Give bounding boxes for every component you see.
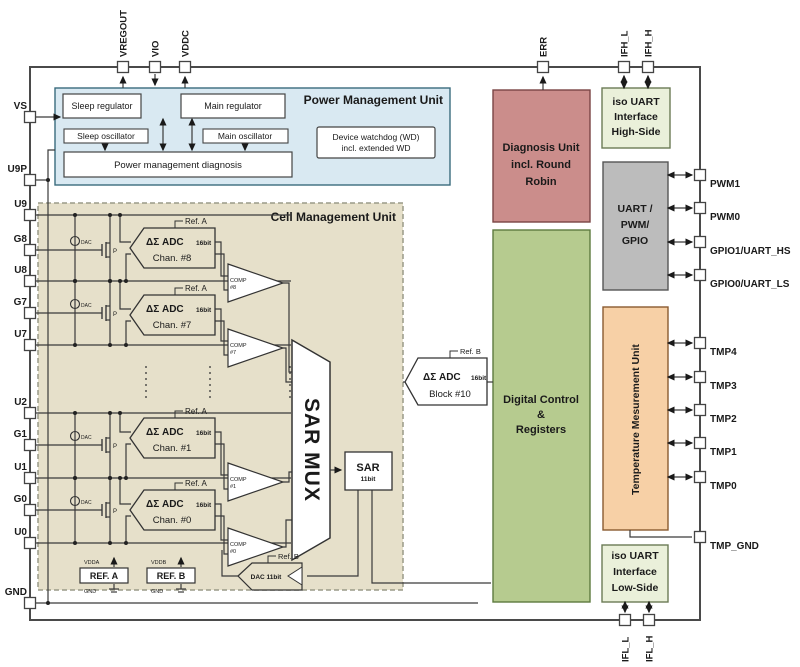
pin-pad [25, 473, 36, 484]
pin-pad [695, 338, 706, 349]
pin-ifh-l [619, 30, 631, 72]
pin-label: TMP1 [710, 447, 737, 458]
uart-line3: GPIO [621, 235, 649, 247]
iso-ls-line1: iso UART [611, 550, 659, 562]
pin-label: U1 [14, 462, 27, 473]
diagnosis-line1: Diagnosis Unit [502, 142, 580, 154]
pin-vddc [180, 30, 192, 73]
temperature-title: Temperature Mesurement Unit [630, 344, 642, 495]
adc-prefix: ΔΣ ADC [146, 237, 184, 248]
pin-label: VIO [150, 40, 162, 57]
pin-label: G0 [13, 494, 27, 505]
comp-label: COMP [230, 343, 247, 349]
pin-label: U0 [14, 527, 27, 538]
adc-block10-label: Block #10 [429, 389, 471, 400]
comp-label: COMP [230, 542, 247, 548]
cmu-title: Cell Management Unit [270, 210, 396, 224]
pin-ifh-h [643, 29, 655, 72]
pin-label: TMP0 [710, 481, 737, 492]
sar-mux [292, 340, 330, 560]
adc-chan-label: Chan. #0 [152, 515, 192, 526]
pin-u9 [14, 199, 35, 221]
junction-dot [108, 279, 112, 283]
pin-label: U9 [14, 199, 27, 210]
junction-dot [124, 279, 128, 283]
watchdog-line1: Device watchdog (WD) [332, 132, 420, 142]
pin-pad [25, 175, 36, 186]
sleep-regulator-label: Sleep regulator [71, 101, 133, 111]
uart-line1: UART / [617, 203, 653, 215]
gnd-label: GND [84, 589, 97, 595]
pin-pad [695, 203, 706, 214]
adc-prefix: ΔΣ ADC [423, 372, 461, 383]
digital-line1: Digital Control [503, 394, 579, 406]
adc-prefix: ΔΣ ADC [146, 427, 184, 438]
junction-dot [118, 213, 122, 217]
main-oscillator-label: Main oscillator [217, 131, 273, 141]
junction-dot [118, 279, 122, 283]
digital-line3: Registers [515, 424, 567, 436]
adc-prefix: ΔΣ ADC [146, 304, 184, 315]
junction-dot [118, 476, 122, 480]
pin-label: VREGOUT [118, 10, 130, 57]
comp-id: #0 [230, 549, 237, 555]
pin-label: U2 [14, 397, 27, 408]
pin-label: ERR [538, 36, 550, 57]
comp-id: #7 [230, 350, 237, 356]
pin-g1 [14, 429, 36, 451]
ref-b-flag [450, 351, 458, 358]
balancing-dac-label: DAC [81, 435, 92, 441]
pin-label: IFH_L [619, 30, 631, 57]
pin-vs [14, 101, 36, 123]
pin-pad [25, 598, 36, 609]
junction-dot [73, 541, 77, 545]
mosfet-p-label: P [113, 509, 118, 515]
ref-a-label: Ref. A [185, 479, 207, 488]
gnd-label: GND [151, 589, 164, 595]
junction-dot [108, 411, 112, 415]
pin-pad [695, 170, 706, 181]
pin-label: G8 [13, 234, 27, 245]
mosfet-p-label: P [113, 312, 118, 318]
pin-label: PWM0 [710, 212, 740, 223]
pin-label: TMP_GND [710, 541, 759, 552]
pin-label: G7 [13, 297, 27, 308]
mosfet-p-label: P [113, 249, 118, 255]
pmu-title: Power Management Unit [303, 93, 443, 107]
pin-label: TMP3 [710, 381, 737, 392]
adc-prefix: ΔΣ ADC [146, 499, 184, 510]
ref-b-label: Ref. B [460, 347, 481, 356]
pin-g0 [14, 494, 36, 516]
pin-vregout [118, 10, 130, 73]
sar-bits-label: 11bit [360, 476, 376, 483]
pin-label: GPIO1/UART_HS [710, 246, 791, 257]
pin-u1 [14, 462, 35, 484]
adc-block-10 [405, 347, 487, 405]
pin-label: IFL_H [644, 635, 656, 662]
wire [630, 530, 692, 537]
pin-pad [644, 615, 655, 626]
ref-b-box-label: REF. B [156, 571, 186, 581]
pin-label: U7 [14, 329, 27, 340]
junction-dot [108, 343, 112, 347]
iso-ls-line3: Low-Side [611, 582, 659, 594]
pin-pad [695, 405, 706, 416]
pin-label: GND [4, 587, 27, 598]
junction-dot [46, 601, 50, 605]
adc-chan-label: Chan. #7 [152, 320, 192, 331]
junction-dot [73, 343, 77, 347]
pin-label: IFL_L [620, 636, 632, 662]
pin-label: VS [13, 101, 27, 112]
pin-pad [25, 245, 36, 256]
pin-pad [695, 532, 706, 543]
ref-a-label: Ref. A [185, 407, 207, 416]
digital-line2: & [537, 409, 545, 421]
adc-bits: 16bit [196, 430, 212, 437]
pin-g8 [14, 234, 36, 256]
junction-dot [124, 476, 128, 480]
junction-dot [73, 476, 77, 480]
adc-bits: 16bit [471, 375, 487, 382]
pm-diagnosis-label: Power management diagnosis [114, 160, 242, 171]
pin-label: TMP4 [710, 347, 737, 358]
pin-pad [25, 408, 36, 419]
sar-adc [345, 452, 392, 490]
iso-hs-line3: High-Side [611, 126, 661, 138]
pin-pad [25, 308, 36, 319]
comp-id: #8 [230, 285, 237, 291]
pin-pad [695, 472, 706, 483]
pin-label: TMP2 [710, 414, 737, 425]
pin-pad [180, 62, 191, 73]
pin-pad [25, 440, 36, 451]
balancing-dac-label: DAC [81, 500, 92, 506]
pin-ifl-h [644, 615, 656, 663]
pin-gpio1-uart-hs [695, 237, 791, 258]
pin-pad [150, 62, 161, 73]
vddb-label: VDDB [151, 560, 167, 566]
adc-chan-label: Chan. #1 [152, 443, 192, 454]
pin-pad [695, 372, 706, 383]
pin-u2 [14, 397, 35, 419]
adc-bits: 16bit [196, 240, 212, 247]
pin-pad [25, 505, 36, 516]
pin-u8 [14, 265, 35, 287]
pin-pad [25, 276, 36, 287]
main-regulator-label: Main regulator [204, 101, 262, 111]
uart-line2: PWM/ [620, 219, 650, 231]
junction-dot [108, 541, 112, 545]
adc-chan-label: Chan. #8 [152, 253, 192, 264]
watchdog-line2: incl. extended WD [341, 143, 411, 153]
sar-mux-label: SAR MUX [300, 398, 323, 502]
pin-gpio0-uart-ls [695, 270, 790, 291]
pin-pad [25, 112, 36, 123]
ref-a-label: Ref. A [185, 284, 207, 293]
pin-label: GPIO0/UART_LS [710, 279, 790, 290]
iso-ls-line2: Interface [613, 566, 657, 578]
pin-pad [619, 62, 630, 73]
pin-u7 [14, 329, 35, 351]
pin-pad [695, 438, 706, 449]
pin-label: PWM1 [710, 179, 740, 190]
junction-dot [124, 343, 128, 347]
ref-a-box-label: REF. A [89, 571, 119, 581]
junction-dot [46, 178, 50, 182]
pin-pad [25, 340, 36, 351]
pin-pad [643, 62, 654, 73]
pin-label: G1 [13, 429, 27, 440]
diagnosis-line3: Robin [525, 176, 557, 188]
junction-dot [118, 411, 122, 415]
junction-dot [73, 411, 77, 415]
pin-label: U9P [7, 164, 27, 175]
pin-label: U8 [14, 265, 27, 276]
mosfet-p-label: P [113, 444, 118, 450]
ref-a-label: Ref. A [185, 217, 207, 226]
pin-ifl-l [620, 615, 632, 663]
dac-label: DAC 11bit [250, 574, 282, 581]
pin-pad [118, 62, 129, 73]
sleep-oscillator-label: Sleep oscillator [77, 131, 135, 141]
pin-pad [695, 270, 706, 281]
ref-b-label: Ref. B [278, 552, 299, 561]
comp-label: COMP [230, 477, 247, 483]
diagnosis-line2: incl. Round [511, 159, 571, 171]
pin-g7 [14, 297, 36, 319]
pin-pad [25, 538, 36, 549]
iso-hs-line2: Interface [614, 111, 658, 123]
pin-pad [695, 237, 706, 248]
junction-dot [73, 279, 77, 283]
pin-pwm0 [695, 203, 741, 224]
pin-vio [150, 41, 162, 73]
pin-tmp-gnd [695, 532, 759, 553]
pin-pad [620, 615, 631, 626]
pin-pad [25, 210, 36, 221]
iso-hs-line1: iso UART [612, 96, 660, 108]
pin-pwm1 [695, 170, 741, 191]
pin-label: IFH_H [643, 29, 655, 57]
junction-dot [73, 213, 77, 217]
vdda-label: VDDA [84, 560, 100, 566]
sar-label: SAR [356, 462, 380, 474]
diagnosis-unit-block [493, 90, 590, 222]
pin-pad [538, 62, 549, 73]
junction-dot [108, 213, 112, 217]
pin-u0 [14, 527, 35, 549]
balancing-dac-label: DAC [81, 240, 92, 246]
wire [48, 150, 55, 180]
adc-bits: 16bit [196, 307, 212, 314]
comp-id: #1 [230, 484, 237, 490]
pin-err [538, 37, 550, 73]
balancing-dac-label: DAC [81, 303, 92, 309]
adc-bits: 16bit [196, 502, 212, 509]
pin-u9p [8, 164, 36, 186]
comp-label: COMP [230, 278, 247, 284]
junction-dot [108, 476, 112, 480]
pin-label: VDDC [180, 30, 192, 57]
junction-dot [124, 541, 128, 545]
